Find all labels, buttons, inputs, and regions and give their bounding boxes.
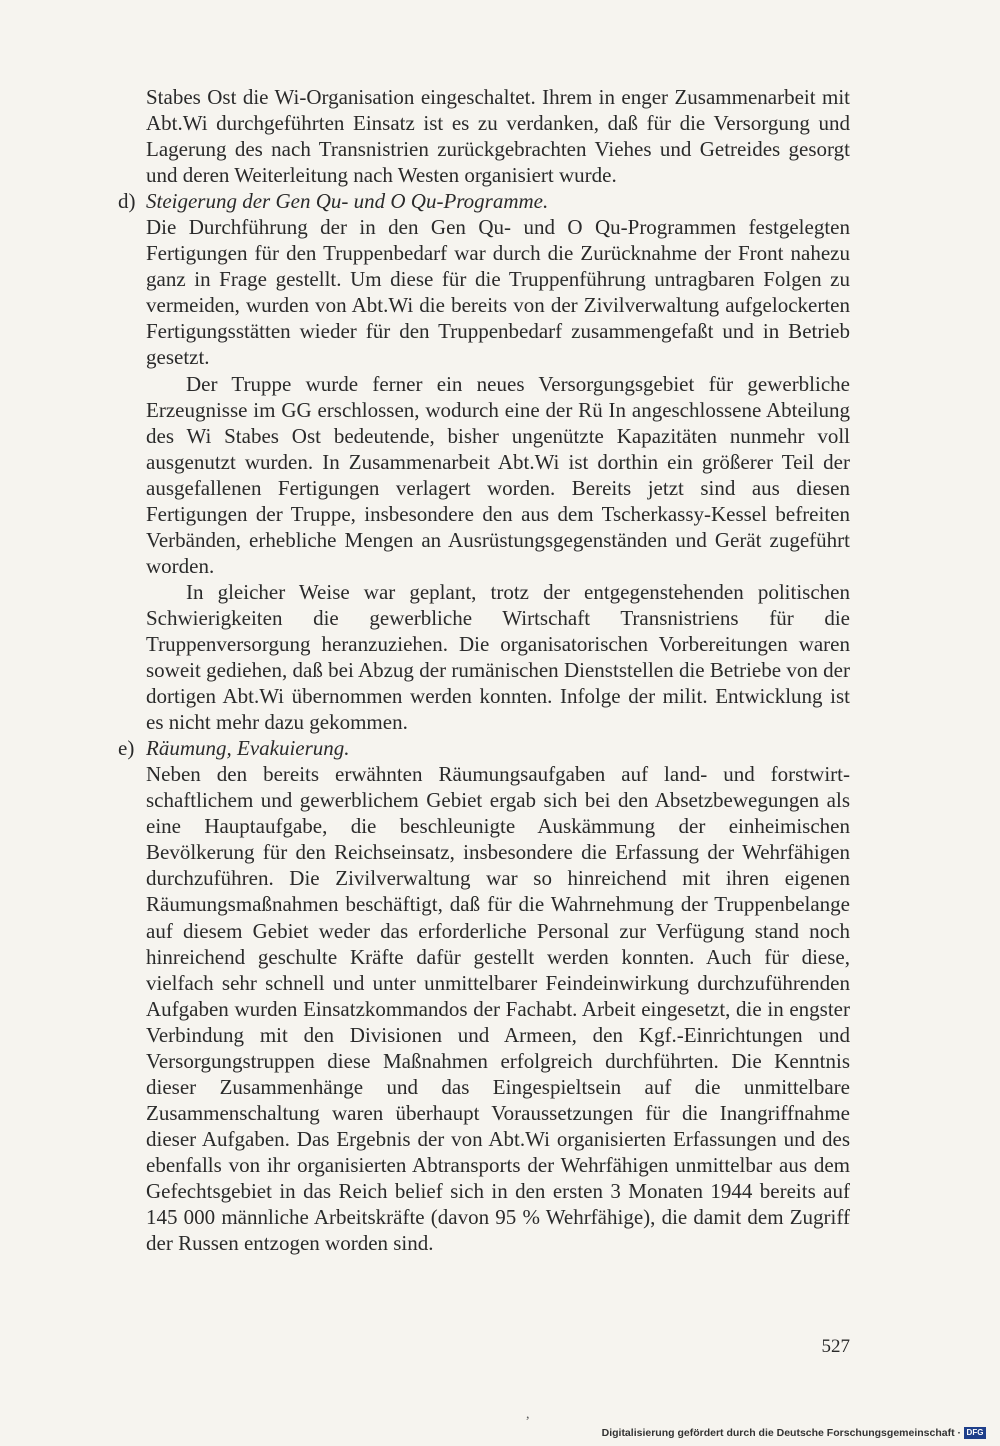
footer-text: Digitalisierung gefördert durch die Deutsche Forschungsgemeinschaft · — [601, 1427, 961, 1439]
stray-mark: , — [526, 1407, 530, 1422]
section-e-heading: Räumung, Evakuierung. — [146, 736, 350, 761]
section-d — [118, 188, 850, 735]
section-e-paragraph-1: Neben den bereits erwähnten Räumungsaufgaben auf land- und forstwirtschaftlichem und gewerblichem Gebiet ergab sich bei den Absetzbewegungen als eine Hauptaufgabe, die beschleunigte Auskämmung der einheimischen Bevölkerung für den Reichseinsatz, insbesondere die Erfassung der Wehrfähigen durchzuführen. Die Zivilverwaltung war so hinreichend mit ihren eigenen Räumungsmaßnahmen beschäftigt, daß für die Wahrnehmung der Truppenbelange auf diesem Gebiet weder das erforderliche Personal zur Verfügung stand noch hinreichend geschulte Kräfte dafür gestellt werden konnten. Auch für diese, vielfach sehr schnell und unter unmittelbarer Feindeinwirkung durchzuführenden Aufgaben wurden Einsatzkommandos der Fachabt. Arbeit eingesetzt, die in engster Verbindung mit den Divisionen und Armeen, den Kgf.-Einrichtungen und Versorgungstruppen diese Maßnahmen erfolgreich durchführten. Die Kenntnis dieser Zusammenhänge und das Eingespieltsein auf die unmittelbare Zusammenschaltung waren überhaupt Voraussetzungen für die Inangriffnahme dieser Aufgaben. Das Ergebnis der von Abt.Wi organisierten Erfassungen und des ebenfalls von ihr organisierten Abtransports der Wehrfähigen unmittelbar aus dem Gefechtsgebiet in das Reich belief sich in den ersten 3 Monaten 1944 bereits auf 145 000 männliche Arbeitskräfte (davon 95 % Wehrfähige), die damit dem Zugriff der Russen entzogen worden sind. — [146, 762, 850, 1256]
section-d-paragraph-1: Die Durchführung der in den Gen Qu- und O Qu-Programmen festgelegten Fertigungen für den Truppenbedarf war durch die Zurücknahme der Front nahezu ganz in Frage gestellt. Um diese für die Truppenführung untragbaren Folgen zu vermeiden, wurden von Abt.Wi die bereits von der Zivilverwaltung aufgelockerten Fertigungsstätten wieder für den Truppenbedarf zusammengefaßt und in Betrieb gesetzt. — [146, 215, 850, 370]
section-d-paragraph-3: In gleicher Weise war geplant, trotz der entgegenstehenden politischen Schwierigkeiten die gewerbliche Wirtschaft Transnistriens für die Truppenversorgung heranzuziehen. Die organisatorischen Vorbereitungen waren soweit gediehen, daß bei Abzug der rumänischen Dienststellen die Betriebe von der dortigen Abt.Wi übernommen werden konnten. Infolge der milit. Entwicklung ist es nicht mehr dazu gekommen. — [146, 579, 850, 735]
text-column — [118, 84, 850, 1256]
section-d-marker: d) — [118, 189, 136, 214]
page-number: 527 — [821, 1336, 850, 1357]
paragraph-intro: Stabes Ost die Wi-Organisation eingeschaltet. Ihrem in enger Zusammenarbeit mit Abt.Wi durchgeführten Einsatz ist es zu verdanken, daß für die Versorgung und Lagerung des nach Transnistrien zurückgebrachten Viehes und Getreides gesorgt und deren Weiterleitung nach Westen organisiert wurde. — [146, 85, 850, 188]
section-d-paragraph-2: Der Truppe wurde ferner ein neues Versorgungsgebiet für gewerbliche Erzeugnisse im GG erschlossen, wodurch eine der Rü In angeschlossene Abteilung des Wi Stabes Ost bedeutende, bisher ungenützte Kapazitäten nunmehr voll ausgenutzt wurden. In Zusammenarbeit Abt.Wi ist dorthin ein größerer Teil der ausgefallenen Fertigungen verlagert worden. Bereits jetzt sind aus diesen Fertigungen der Truppe, insbesondere den aus dem Tscherkassy-Kessel befreiten Verbänden, erhebliche Mengen an Ausrüstungsgegenständen und Gerät zugeführt worden. — [146, 371, 850, 578]
digitization-footer — [602, 1425, 986, 1441]
section-e — [118, 735, 850, 1256]
section-e-marker: e) — [118, 736, 135, 761]
section-d-heading: Steigerung der Gen Qu- und O Qu-Programme. — [146, 189, 549, 214]
dfg-logo-icon: DFG — [964, 1427, 986, 1439]
